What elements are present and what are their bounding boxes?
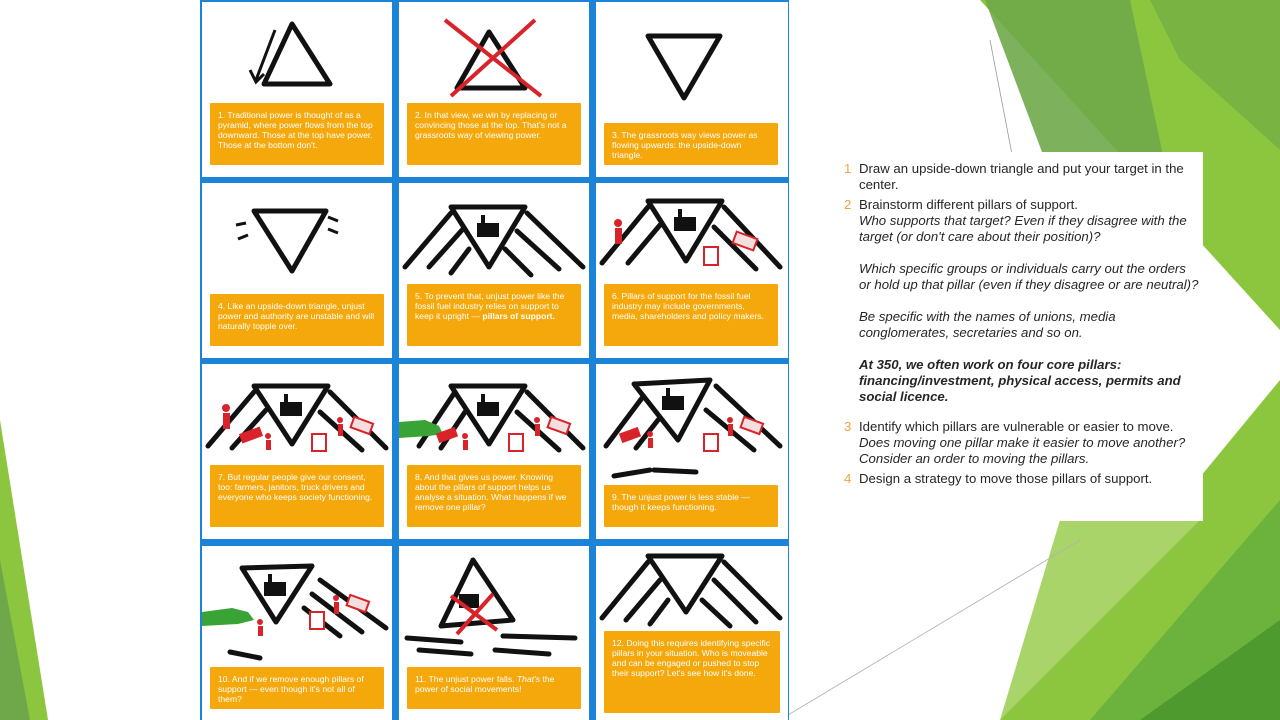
panel-6 [596,183,788,358]
panel-1-caption: 1. Traditional power is thought of as a pyramid, where power flows from the top downward. Those at the top have power. Those at the bottom don't. [210,103,384,165]
panel-2 [399,2,589,177]
step-number: 1 [844,161,852,176]
step-question: Does moving one pillar make it easier to move another? Consider an order to moving the pillars. [859,435,1186,466]
step-question: Be specific with the names of unions, media conglomerates, secretaries and so on. [859,309,1116,340]
panel-4 [202,183,392,358]
step-question: Who supports that target? Even if they disagree with the target (or don't care about their position)? [859,213,1187,244]
panel-5-caption-text: 5. To prevent that, unjust power like the fossil fuel industry relies on support to keep it upright — [415,291,565,321]
panel-5 [399,183,589,358]
step-number: 3 [844,419,852,434]
panel-7-caption: 7. But regular people give our consent, too: farmers, janitors, truck drivers and everyone who keeps society functioning. [210,465,384,527]
panel-9-caption: 9. The unjust power is less stable — though it keeps functioning. [604,485,778,527]
panel-11-caption-italic: That's [516,674,541,684]
step-3 [844,419,1199,467]
panel-3-caption: 3. The grassroots way views power as flowing upwards: the upside-down triangle. [604,123,778,165]
step-title: Identify which pillars are vulnerable or easier to move. [859,419,1174,434]
panel-10 [202,546,392,720]
panel-11-caption [407,667,581,709]
step-number: 2 [844,197,852,212]
panel-7 [202,364,392,539]
panel-6-caption: 6. Pillars of support for the fossil fuel industry may include governments, media, shareholders and policy makers. [604,284,778,346]
step-title: Design a strategy to move those pillars of support. [859,471,1153,486]
panel-5-caption-bold: pillars of support. [482,311,555,321]
step-title: Brainstorm different pillars of support. [859,197,1078,212]
panel-11-caption-text-end: the power of social movements! [415,674,555,694]
panel-8-caption: 8. And that gives us power. Knowing about the pillars of support helps us analyse a situation. What happens if we remove one pillar? [407,465,581,527]
step-4 [844,471,1199,487]
panel-3 [596,2,788,177]
step-title: Draw an upside-down triangle and put your target in the center. [859,161,1184,192]
panel-5-caption [407,284,581,346]
panel-1 [202,2,392,177]
panel-10-caption: 10. And if we remove enough pillars of support — even though it's not all of them? [210,667,384,709]
panel-2-caption: 2. In that view, we win by replacing or convincing those at the top. That's not a grassroots way of viewing power. [407,103,581,165]
panel-4-caption: 4. Like an upside-down triangle, unjust power and authority are unstable and will naturally topple over. [210,294,384,346]
panel-9 [596,364,788,539]
panel-8 [399,364,589,539]
step-question: Which specific groups or individuals carry out the orders or hold up that pillar (even if they disagree or are neutral)? [859,261,1199,292]
panel-12 [596,546,788,720]
step-1 [844,161,1199,193]
panel-12-caption: 12. Doing this requires identifying specific pillars in your situation. Who is moveable and can be engaged or pushed to stop their support? Let's see how it's done. [604,631,780,713]
step-number: 4 [844,471,852,486]
steps-list [832,152,1203,521]
step-core-pillars-note: At 350, we often work on four core pillars: financing/investment, physical access, permits and social licence. [859,357,1181,404]
step-2 [844,197,1199,405]
pillars-comic-grid [200,0,789,720]
panel-11 [399,546,589,720]
panel-11-caption-text: 11. The unjust power falls. [415,674,517,684]
